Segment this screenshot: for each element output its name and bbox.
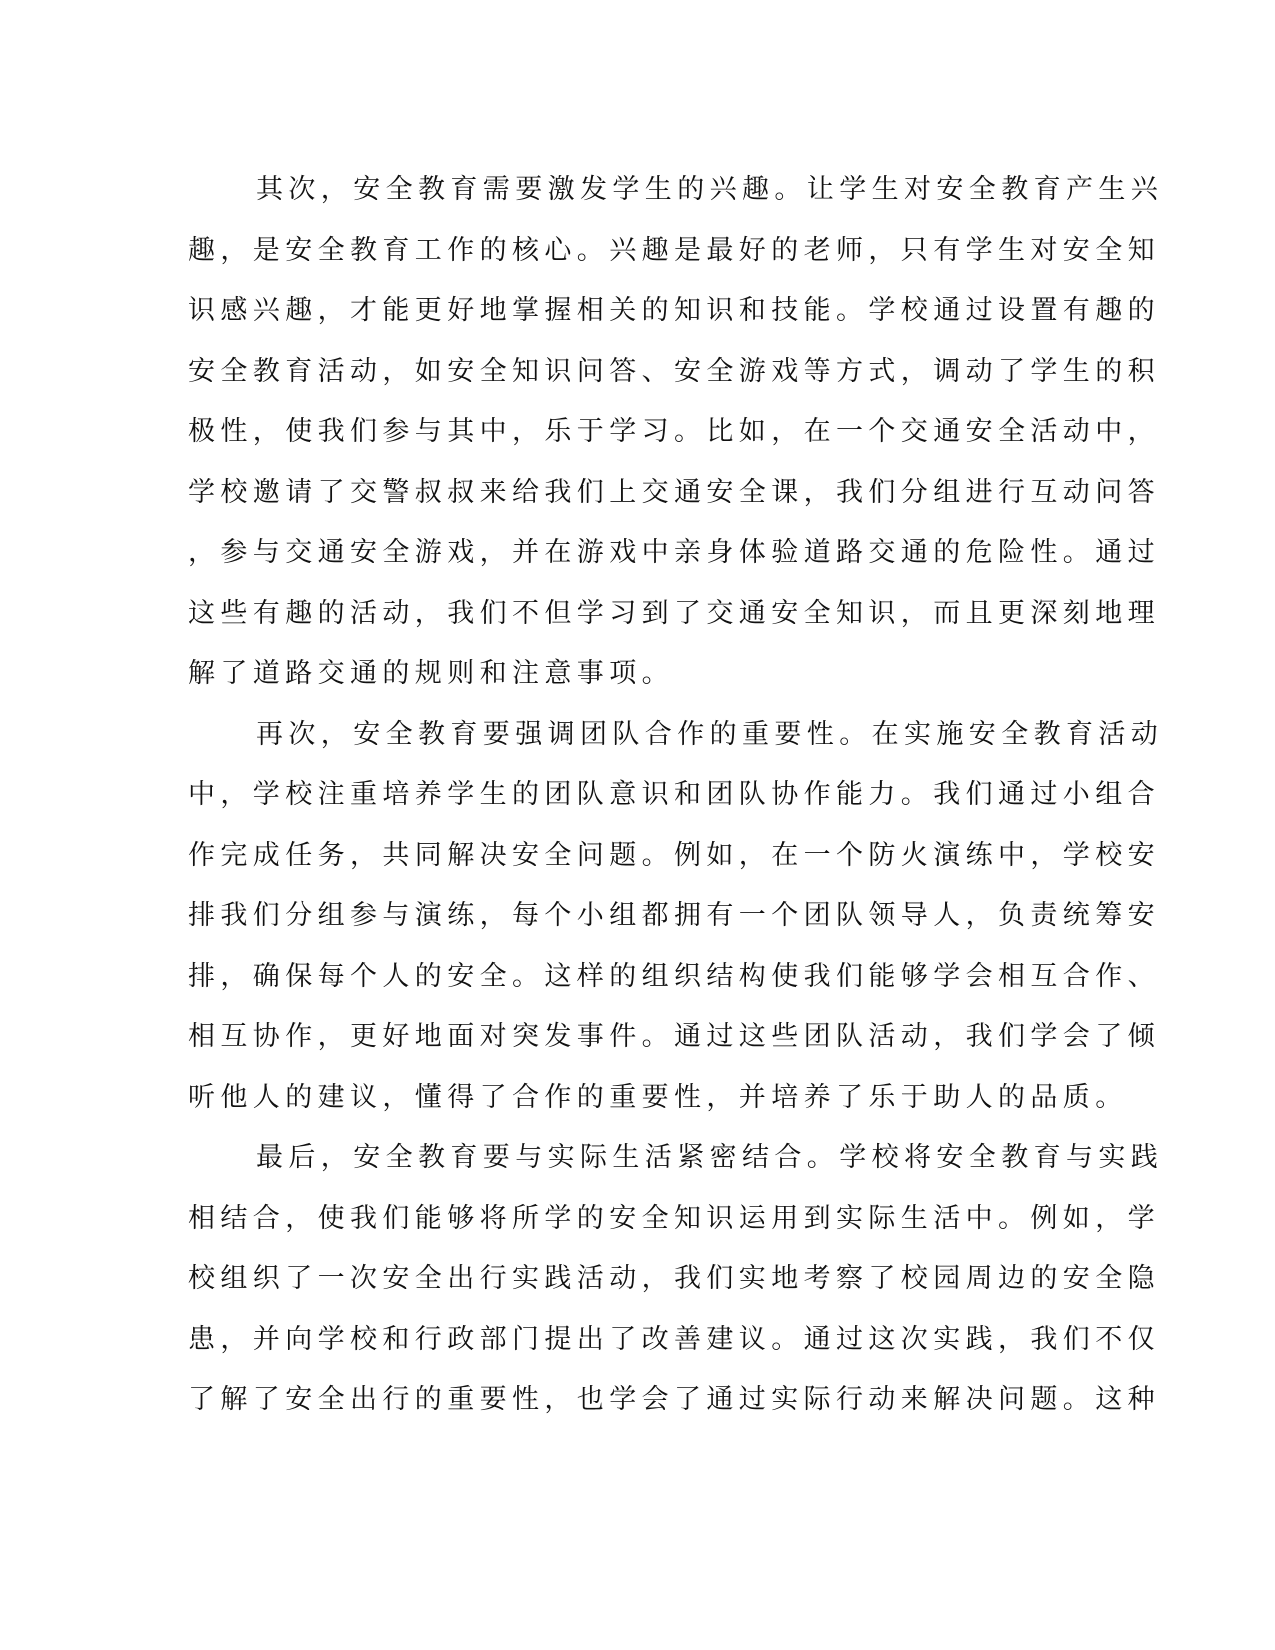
text-line: 相互协作，更好地面对突发事件。通过这些团队活动，我们学会了倾 [188, 1021, 1160, 1052]
text-line: 相结合，使我们能够将所学的安全知识运用到实际生活中。例如，学 [188, 1202, 1160, 1234]
text-line: 作完成任务，共同解决安全问题。例如，在一个防火演练中，学校安 [188, 839, 1160, 871]
text-line: 校组织了一次安全出行实践活动，我们实地考察了校园周边的安全隐 [188, 1263, 1160, 1294]
text-line: 中，学校注重培养学生的团队意识和团队协作能力。我们通过小组合 [188, 779, 1160, 810]
text-line: 排我们分组参与演练，每个小组都拥有一个团队领导人，负责统筹安 [188, 900, 1160, 931]
document-body [188, 160, 1164, 1431]
text-line: 安全教育活动，如安全知识问答、安全游戏等方式，调动了学生的积 [188, 355, 1160, 387]
text-line: 解了道路交通的规则和注意事项。 [188, 658, 674, 689]
text-line: 听他人的建议，懂得了合作的重要性，并培养了乐于助人的品质。 [188, 1081, 1128, 1113]
text-line: 极性，使我们参与其中，乐于学习。比如，在一个交通安全活动中， [188, 416, 1160, 447]
paragraph-interest [188, 160, 1164, 705]
text-line: 这些有趣的活动，我们不但学习到了交通安全知识，而且更深刻地理 [188, 597, 1160, 629]
text-line: 学校邀请了交警叔叔来给我们上交通安全课，我们分组进行互动问答 [188, 476, 1160, 508]
paragraph-teamwork [188, 705, 1164, 1129]
text-line: 其次，安全教育需要激发学生的兴趣。让学生对安全教育产生兴 [256, 174, 1164, 205]
paragraph-practice [188, 1128, 1164, 1431]
text-line: 识感兴趣，才能更好地掌握相关的知识和技能。学校通过设置有趣的 [188, 295, 1160, 326]
text-line: 再次，安全教育要强调团队合作的重要性。在实施安全教育活动 [256, 718, 1164, 750]
text-line: 最后，安全教育要与实际生活紧密结合。学校将安全教育与实践 [256, 1142, 1164, 1173]
text-line: 排，确保每个人的安全。这样的组织结构使我们能够学会相互合作、 [188, 960, 1160, 992]
text-line: 了解了安全出行的重要性，也学会了通过实际行动来解决问题。这种 [188, 1384, 1160, 1415]
text-line: 患，并向学校和行政部门提出了改善建议。通过这次实践，我们不仅 [188, 1323, 1160, 1355]
text-line: 趣，是安全教育工作的核心。兴趣是最好的老师，只有学生对安全知 [188, 234, 1160, 266]
text-line: ，参与交通安全游戏，并在游戏中亲身体验道路交通的危险性。通过 [188, 537, 1160, 568]
